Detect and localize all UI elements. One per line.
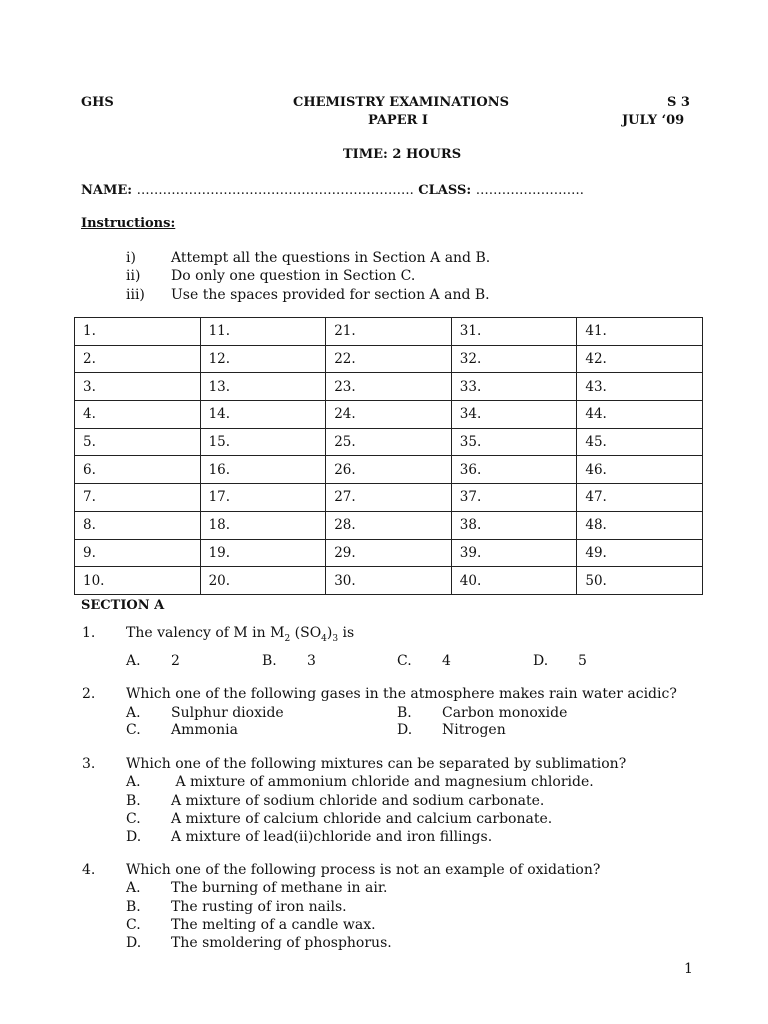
option-letter: A. (126, 705, 141, 721)
option-text: Carbon monoxide (442, 705, 568, 721)
answer-grid-row (75, 345, 703, 373)
answer-cell[interactable]: 29. (326, 539, 452, 567)
answer-cell[interactable]: 12. (200, 345, 326, 373)
answer-grid-row (75, 318, 703, 346)
answer-cell[interactable]: 8. (75, 511, 201, 539)
option-text: The smoldering of phosphorus. (171, 935, 392, 951)
section-a-heading: SECTION A (81, 598, 165, 613)
answer-cell[interactable]: 14. (200, 401, 326, 429)
option-letter: D. (533, 653, 549, 669)
answer-cell[interactable]: 46. (577, 456, 703, 484)
answer-cell[interactable]: 45. (577, 428, 703, 456)
answer-cell[interactable]: 4. (75, 401, 201, 429)
option-letter: D. (126, 829, 142, 845)
answer-cell[interactable]: 16. (200, 456, 326, 484)
paper-label: PAPER I (368, 113, 429, 128)
question-number: 1. (82, 625, 96, 641)
option-text: A mixture of sodium chloride and sodium carbonate. (171, 793, 545, 809)
option-letter: C. (126, 722, 141, 738)
answer-cell[interactable]: 27. (326, 484, 452, 512)
question-number: 3. (82, 756, 96, 772)
question-text: Which one of the following mixtures can be separated by sublimation? (126, 756, 627, 772)
question-text-part: The valency of M in M (126, 625, 285, 641)
answer-cell[interactable]: 10. (75, 567, 201, 595)
answer-grid-row (75, 373, 703, 401)
option-letter: A. (126, 880, 141, 896)
answer-cell[interactable]: 1. (75, 318, 201, 346)
answer-cell[interactable]: 20. (200, 567, 326, 595)
answer-grid-row (75, 401, 703, 429)
option-text: A mixture of lead(ii)chloride and iron fillings. (171, 829, 493, 845)
option-letter: B. (126, 793, 141, 809)
option-text: 5 (578, 653, 587, 669)
answer-cell[interactable]: 6. (75, 456, 201, 484)
question-number: 4. (82, 862, 96, 878)
option-text: The burning of methane in air. (171, 880, 388, 896)
question-text-part: ) (326, 625, 333, 641)
answer-cell[interactable]: 31. (451, 318, 577, 346)
answer-cell[interactable]: 34. (451, 401, 577, 429)
option-text: Sulphur dioxide (171, 705, 284, 721)
instructions-heading: Instructions: (81, 216, 176, 231)
answer-grid-row (75, 511, 703, 539)
option-letter: C. (126, 917, 141, 933)
answer-cell[interactable]: 33. (451, 373, 577, 401)
answer-cell[interactable]: 11. (200, 318, 326, 346)
answer-cell[interactable]: 23. (326, 373, 452, 401)
answer-cell[interactable]: 40. (451, 567, 577, 595)
answer-cell[interactable]: 18. (200, 511, 326, 539)
answer-cell[interactable]: 24. (326, 401, 452, 429)
option-text: The rusting of iron nails. (171, 899, 347, 915)
answer-cell[interactable]: 19. (200, 539, 326, 567)
answer-cell[interactable]: 43. (577, 373, 703, 401)
subscript: 2 (284, 633, 291, 644)
question-text-part: is (338, 625, 355, 641)
answer-cell[interactable]: 26. (326, 456, 452, 484)
answer-grid-row (75, 539, 703, 567)
name-line (81, 183, 584, 198)
answer-cell[interactable]: 5. (75, 428, 201, 456)
question-text (126, 625, 354, 644)
option-letter: C. (126, 811, 141, 827)
option-text: Nitrogen (442, 722, 506, 738)
answer-cell[interactable]: 17. (200, 484, 326, 512)
exam-title: CHEMISTRY EXAMINATIONS (293, 95, 509, 110)
instruction-num: iii) (126, 287, 145, 303)
answer-cell[interactable]: 36. (451, 456, 577, 484)
option-text: 4 (442, 653, 451, 669)
option-letter: A. (126, 774, 141, 790)
answer-cell[interactable]: 15. (200, 428, 326, 456)
answer-cell[interactable]: 47. (577, 484, 703, 512)
page-number: 1 (684, 961, 693, 977)
answer-grid-row (75, 428, 703, 456)
question-number: 2. (82, 686, 96, 702)
answer-cell[interactable]: 44. (577, 401, 703, 429)
answer-grid (74, 317, 703, 595)
answer-cell[interactable]: 32. (451, 345, 577, 373)
instruction-text: Attempt all the questions in Section A and B. (171, 250, 491, 266)
instruction-text: Do only one question in Section C. (171, 268, 416, 284)
subscript: 3 (332, 633, 339, 644)
answer-cell[interactable]: 49. (577, 539, 703, 567)
answer-cell[interactable]: 42. (577, 345, 703, 373)
answer-cell[interactable]: 41. (577, 318, 703, 346)
answer-cell[interactable]: 3. (75, 373, 201, 401)
answer-cell[interactable]: 21. (326, 318, 452, 346)
school-name: GHS (81, 95, 114, 110)
class-label: CLASS: (418, 183, 472, 198)
class-blank: ……………………. (475, 183, 584, 198)
answer-cell[interactable]: 48. (577, 511, 703, 539)
answer-cell[interactable]: 35. (451, 428, 577, 456)
option-letter: A. (126, 653, 141, 669)
answer-cell[interactable]: 28. (326, 511, 452, 539)
answer-cell[interactable]: 7. (75, 484, 201, 512)
option-letter: B. (262, 653, 277, 669)
option-text: 3 (307, 653, 316, 669)
answer-cell[interactable]: 13. (200, 373, 326, 401)
instruction-num: ii) (126, 268, 141, 284)
answer-cell[interactable]: 50. (577, 567, 703, 595)
option-text: A mixture of ammonium chloride and magnesium chloride. (171, 774, 594, 790)
instruction-num: i) (126, 250, 136, 266)
answer-cell[interactable]: 25. (326, 428, 452, 456)
answer-grid-row (75, 456, 703, 484)
answer-grid-row (75, 567, 703, 595)
answer-cell[interactable]: 9. (75, 539, 201, 567)
option-letter: B. (397, 705, 412, 721)
question-text-part: (SO (290, 625, 322, 641)
option-letter: D. (397, 722, 413, 738)
answer-cell[interactable]: 37. (451, 484, 577, 512)
question-text: Which one of the following gases in the atmosphere makes rain water acidic? (126, 686, 677, 702)
option-letter: D. (126, 935, 142, 951)
option-text: Ammonia (171, 722, 238, 738)
form-label: S 3 (667, 95, 690, 110)
answer-cell[interactable]: 2. (75, 345, 201, 373)
answer-cell[interactable]: 22. (326, 345, 452, 373)
option-letter: B. (126, 899, 141, 915)
option-text: 2 (171, 653, 180, 669)
subscript: 4 (321, 633, 327, 644)
answer-cell[interactable]: 39. (451, 539, 577, 567)
answer-cell[interactable]: 30. (326, 567, 452, 595)
option-text: The melting of a candle wax. (171, 917, 376, 933)
answer-grid-row (75, 484, 703, 512)
name-blank: ………………………………………………………. (136, 183, 414, 198)
question-text: Which one of the following process is not an example of oxidation? (126, 862, 601, 878)
option-text: A mixture of calcium chloride and calcium carbonate. (171, 811, 553, 827)
instruction-text: Use the spaces provided for section A and B. (171, 287, 490, 303)
exam-time: TIME: 2 HOURS (343, 147, 462, 162)
name-label: NAME: (81, 183, 133, 198)
answer-cell[interactable]: 38. (451, 511, 577, 539)
exam-date: JULY ‘09 (622, 113, 685, 128)
option-letter: C. (397, 653, 412, 669)
